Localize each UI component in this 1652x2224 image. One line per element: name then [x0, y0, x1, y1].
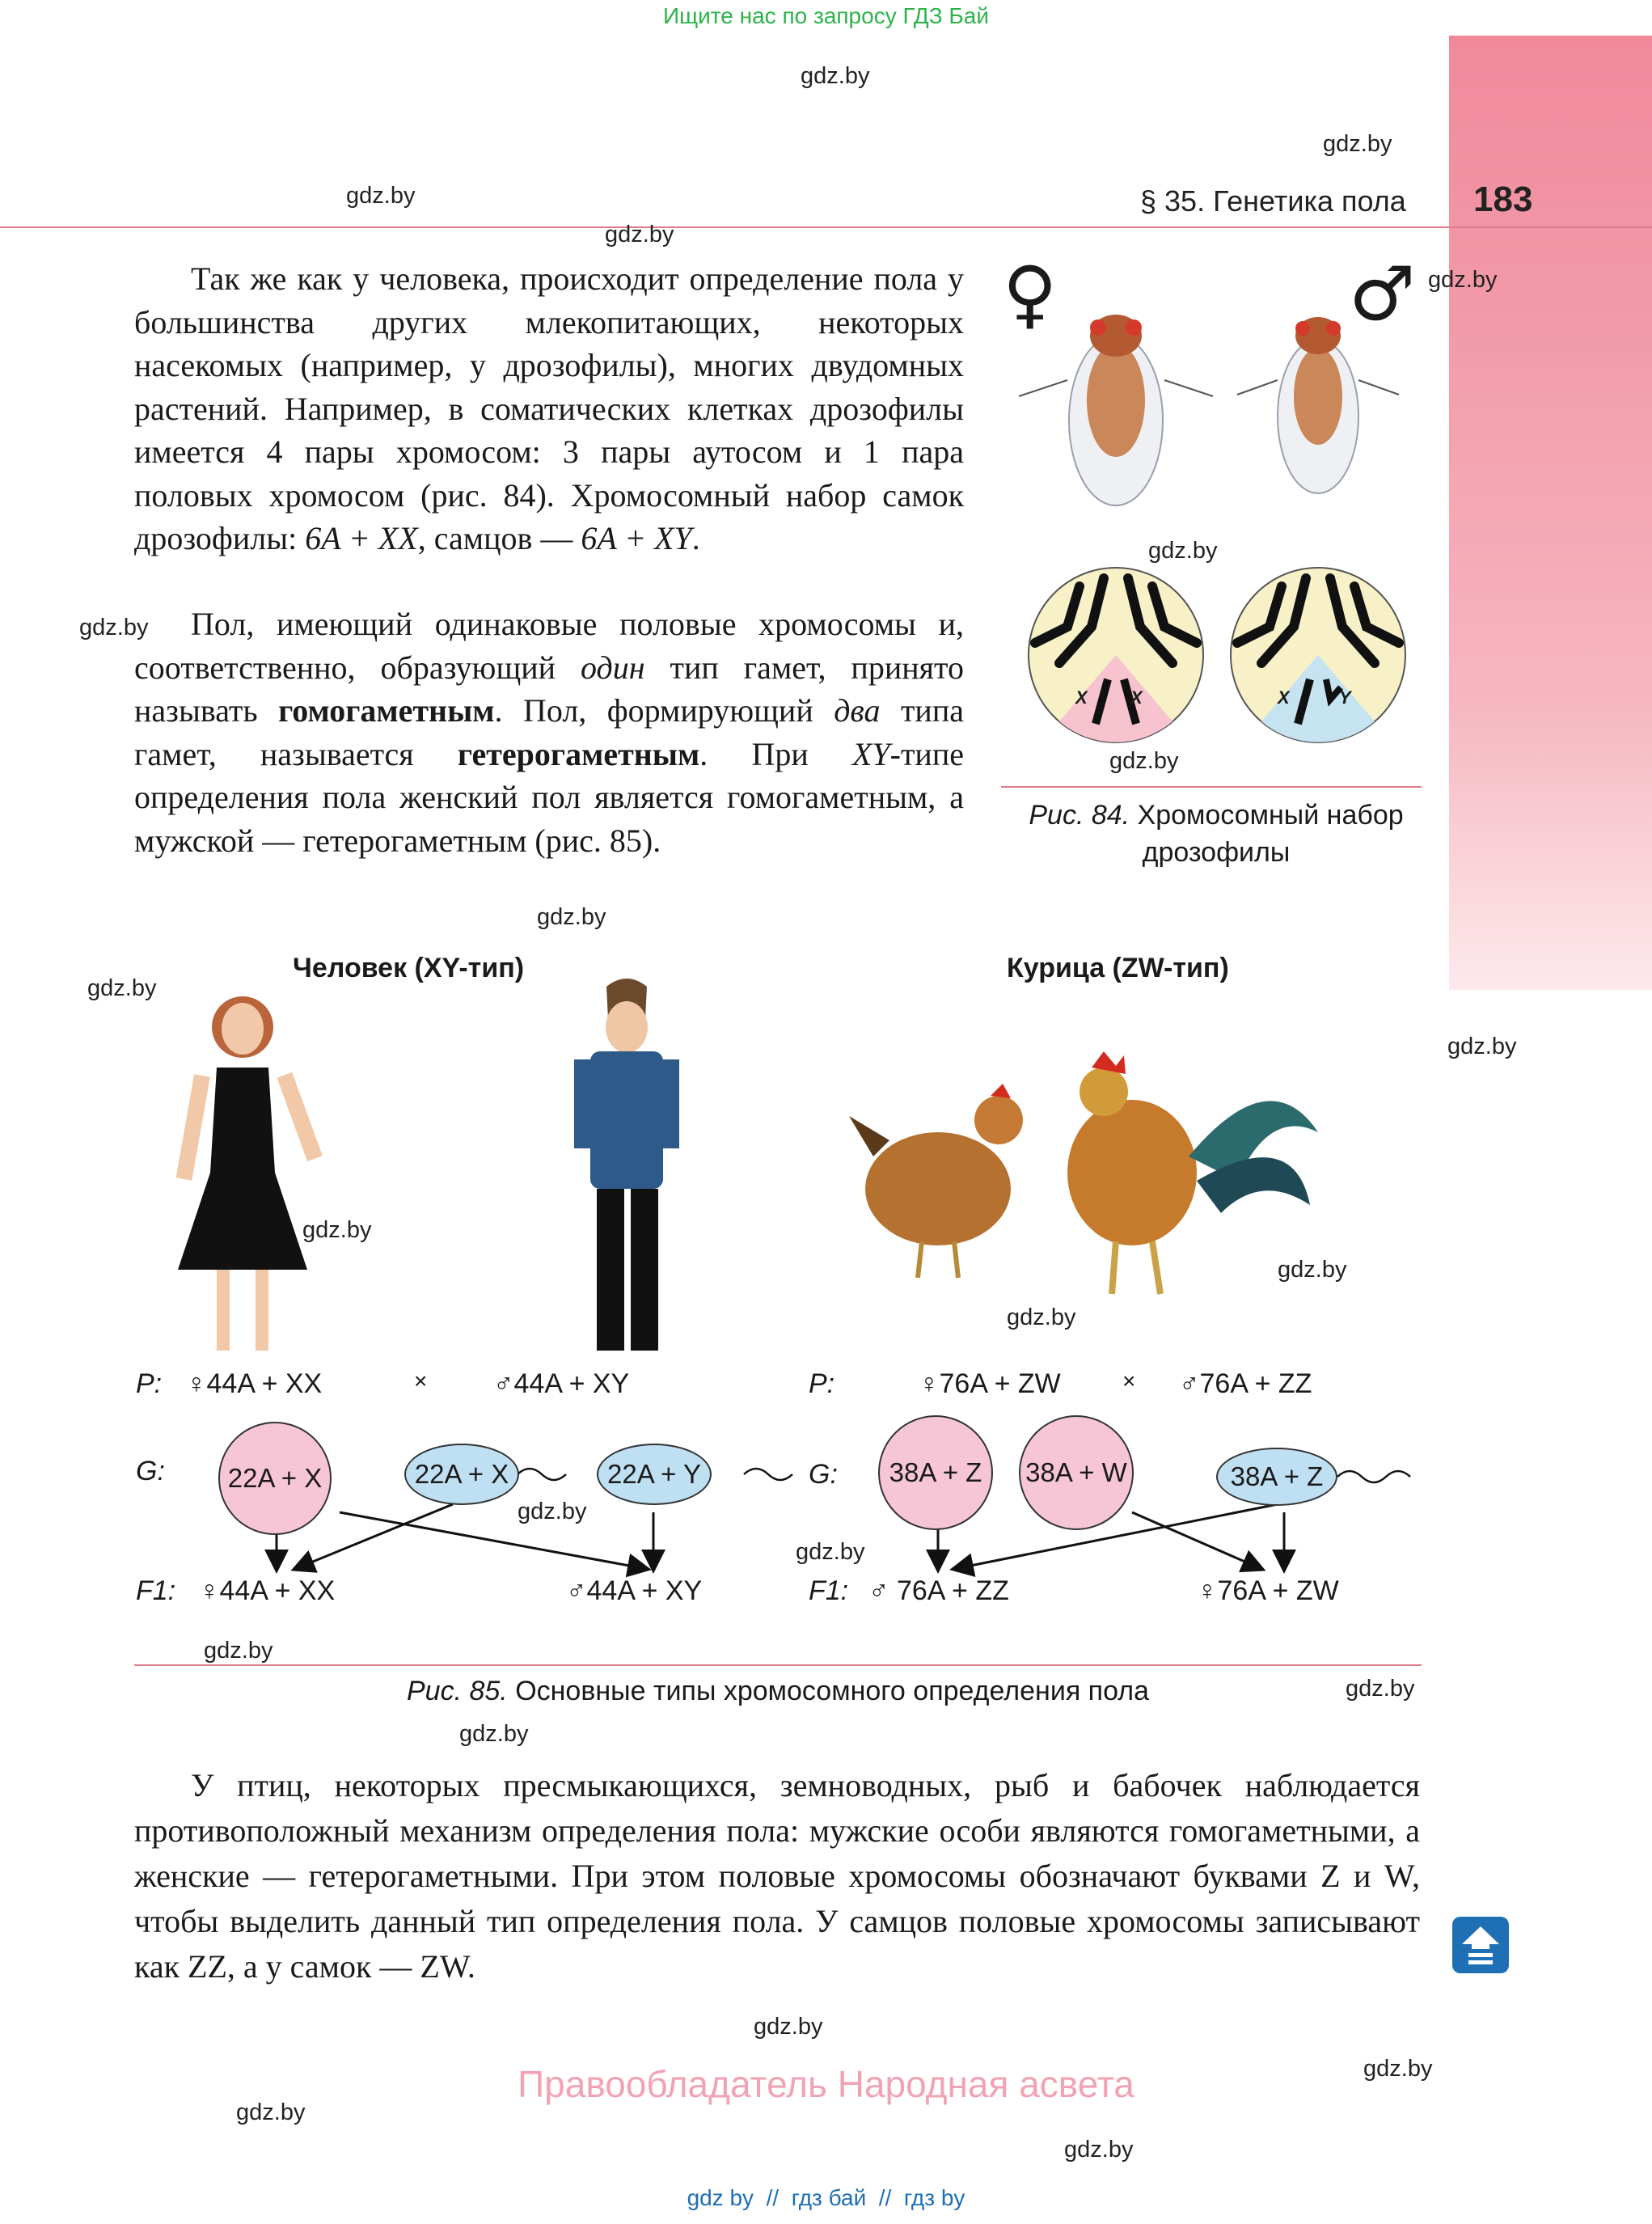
female-symbol-icon: ♀	[1003, 251, 1058, 337]
watermark: gdz.by	[1109, 748, 1179, 774]
human-title: Человек (XY-тип)	[293, 953, 525, 983]
chicken-title: Курица (ZW-тип)	[1007, 953, 1229, 983]
human-f1-label: F1:	[136, 1575, 176, 1606]
chicken-cross-sign: ×	[1122, 1368, 1136, 1393]
watermark: gdz.by	[1278, 1257, 1347, 1283]
watermark: gdz.by	[1447, 1034, 1517, 1059]
section-title: § 35. Генетика пола	[1140, 184, 1406, 218]
formula-male: 6A + XY	[581, 520, 692, 556]
watermark: gdz.by	[1323, 131, 1392, 157]
fig84-caption-text: Хромосомный набор дрозофилы	[1137, 800, 1404, 868]
watermark: gdz.by	[1428, 267, 1498, 293]
chicken-f1-female: ♀76A + ZW	[1197, 1575, 1339, 1606]
watermark: gdz.by	[801, 63, 870, 89]
watermark: gdz.by	[79, 615, 149, 641]
watermark: gdz.by	[1363, 2056, 1433, 2082]
y-chromosome-label: Y	[1339, 687, 1351, 708]
paragraph-1-end: .	[691, 520, 700, 556]
home-up-icon[interactable]	[1452, 1917, 1509, 1973]
fig85-caption-number: Рис. 85.	[407, 1676, 508, 1706]
human-p-male: ♂44A + XY	[493, 1368, 630, 1399]
fig85-caption-text: Основные типы хромосомного определения пола	[515, 1676, 1149, 1706]
chicken-p-female: ♀76A + ZW	[919, 1368, 1061, 1399]
fig85-rule	[134, 1664, 1422, 1666]
watermark: gdz.by	[518, 1499, 587, 1524]
formula-female: 6A + XX	[305, 520, 418, 556]
watermark: gdz.by	[1148, 538, 1218, 564]
x-chromosome-label: X	[1130, 687, 1143, 708]
watermark: gdz.by	[1007, 1304, 1076, 1330]
human-gamete-male-x: 22A + X	[404, 1444, 519, 1505]
chicken-gamete-male-z: 38A + Z	[1216, 1448, 1337, 1506]
chicken-f1-male: ♂ 76A + ZZ	[868, 1575, 1009, 1606]
human-f1-male: ♂44A + XY	[566, 1575, 703, 1606]
watermark: gdz.by	[87, 975, 157, 1001]
watermark: gdz.by	[796, 1539, 865, 1565]
fig85-caption	[134, 1676, 1422, 1707]
human-g-label: G:	[136, 1456, 165, 1486]
x-chromosome-label: X	[1278, 687, 1290, 708]
watermark: gdz.by	[537, 904, 606, 930]
watermark: gdz.by	[204, 1638, 273, 1664]
page-number: 183	[1473, 180, 1533, 219]
watermark: gdz.by	[302, 1217, 372, 1243]
human-f1-female: ♀44A + XX	[199, 1575, 336, 1606]
paragraph-1-text: Так же как у человека, происходит определение пола у большинства других млекопитающих, некоторых насекомых (например, у дрозофилы), многих двудомных растений. Например, в соматических клетках дрозофилы имеется 4 пары хромосом: 3 пары аутосом и 1 пара половых хромосом (рис. 84). Хромосомный набор самок дрозофилы:	[134, 260, 964, 556]
x-chromosome-label: X	[1075, 687, 1088, 708]
chicken-p-label: P:	[809, 1368, 835, 1399]
chicken-p-male: ♂76A + ZZ	[1179, 1368, 1312, 1399]
watermark: gdz.by	[236, 2099, 306, 2125]
fig84-caption-number: Рис. 84.	[1029, 800, 1130, 831]
watermark: gdz.by	[754, 2014, 823, 2040]
top-banner: Ищите нас по запросу ГДЗ Бай	[662, 3, 990, 28]
copyright: Правообладатель Народная асвета	[518, 2063, 1134, 2105]
paragraph-2: Пол, имеющий одинаковые половые хромосомы и, соответственно, образующий один тип гамет, принято называть гомогаметным. Пол, формирующий два типа гамет, называется гетерогаметным. При XY-типе определения пола женский пол является гомогаметным, а мужской — гетерогаметным (рис. 85).	[134, 606, 964, 859]
watermark: gdz.by	[605, 222, 674, 247]
chicken-gamete-female-w: 38A + W	[1019, 1415, 1134, 1530]
paragraph-3	[134, 1763, 1420, 1989]
chicken-g-label: G:	[809, 1459, 838, 1490]
watermark: gdz.by	[1064, 2137, 1134, 2163]
human-gamete-female: 22A + X	[218, 1422, 332, 1535]
human-p-label: P:	[136, 1368, 163, 1399]
human-gamete-male-y: 22A + Y	[597, 1444, 712, 1505]
human-p-female: ♀44A + XX	[186, 1368, 323, 1399]
watermark: gdz.by	[346, 183, 416, 209]
paragraph-3-text: У птиц, некоторых пресмыкающихся, земноводных, рыб и бабочек наблюдается противоположный механизм определения пола: мужские особи являются гомогаметными, а женские — гетерогаметными. При этом половые хромосомы обозначают буквами Z и W, чтобы выделить данный тип определения пола. У самцов половые хромосомы записывают как ZZ, а у самок — ZW.	[134, 1767, 1420, 1985]
paragraph-1-mid: , самцов —	[417, 520, 581, 556]
male-symbol-icon: ♂	[1349, 251, 1416, 337]
chicken-gamete-female-z: 38A + Z	[878, 1415, 993, 1530]
human-cross-sign: ×	[414, 1368, 428, 1393]
watermark: gdz.by	[1346, 1676, 1415, 1702]
footer-links[interactable]: gdz by // гдз бай // гдз by	[687, 2185, 965, 2210]
watermark: gdz.by	[459, 1721, 529, 1747]
chicken-f1-label: F1:	[809, 1575, 849, 1606]
